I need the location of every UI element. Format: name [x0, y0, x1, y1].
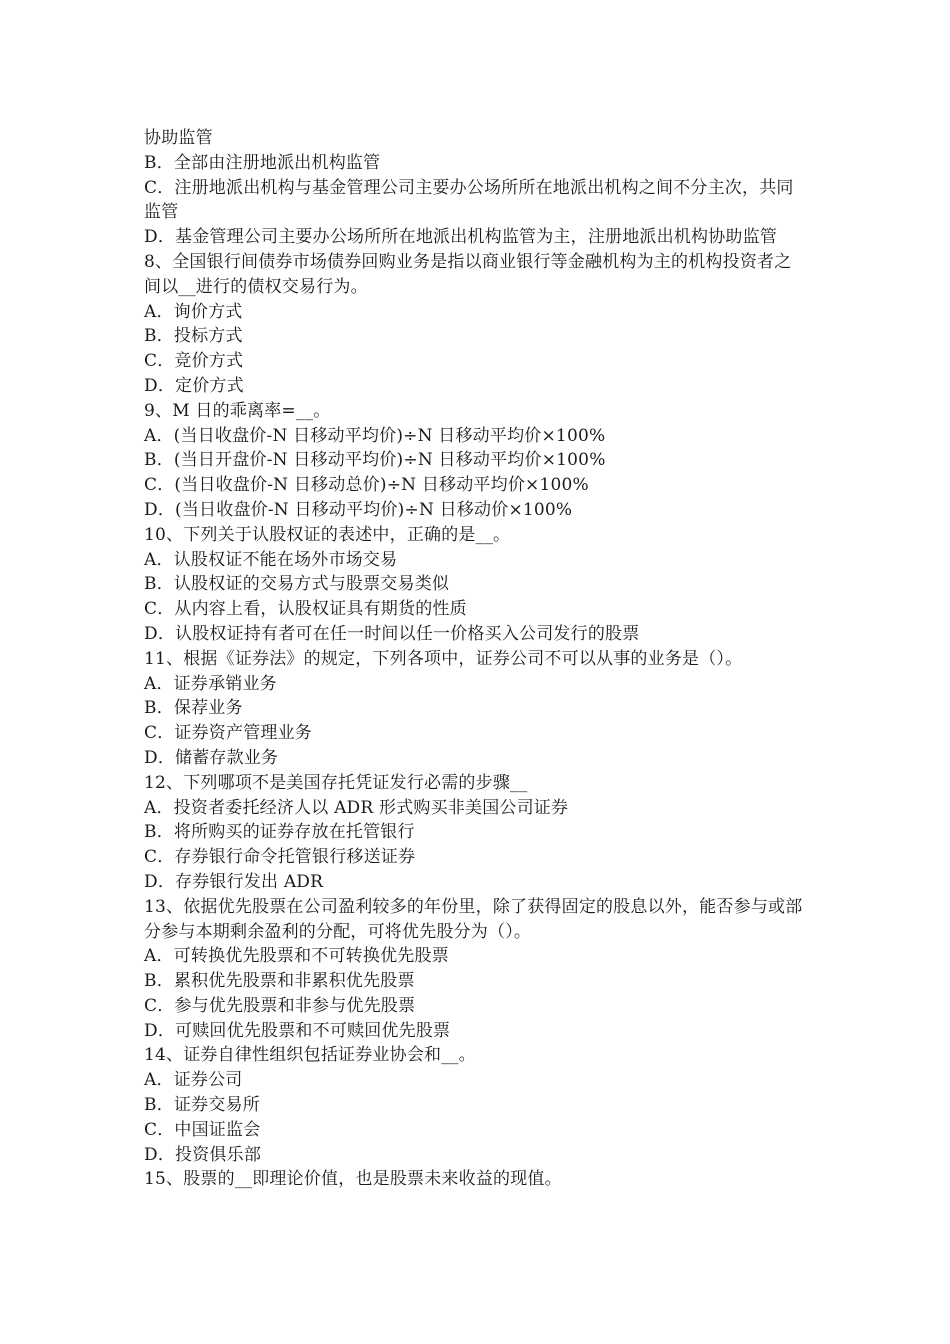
option-b: B．将所购买的证券存放在托管银行 [144, 822, 415, 843]
option-b: B．认股权证的交易方式与股票交易类似 [144, 574, 450, 595]
text-line: C．注册地派出机构与基金管理公司主要办公场所所在地派出机构之间不分主次，共同监管 [144, 177, 794, 223]
option-a: A．询价方式 [144, 301, 243, 322]
option-d: D．投资俱乐部 [144, 1144, 262, 1165]
option-c: C．证券资产管理业务 [144, 723, 313, 744]
option-a: A．可转换优先股票和不可转换优先股票 [144, 946, 449, 967]
option-b: B．证券交易所 [144, 1095, 260, 1116]
text-line: 协助监管 [144, 128, 213, 148]
option-a: A．认股权证不能在场外市场交易 [144, 549, 398, 570]
option-a: A．投资者委托经济人以 ADR 形式购买非美国公司证券 [144, 797, 569, 818]
question-9: 9、M 日的乖离率=__。 [144, 400, 331, 421]
text-line: D．基金管理公司主要办公场所所在地派出机构监管为主，注册地派出机构协助监管 [144, 227, 778, 248]
option-d: D．可赎回优先股票和不可赎回优先股票 [144, 1020, 451, 1041]
question-8: 8、全国银行间债券市场债券回购业务是指以商业银行等金融机构为主的机构投资者之间以__进行的债权交易行为。 [144, 251, 792, 297]
option-d: D．(当日收盘价-N 日移动平均价)÷N 日移动价×100% [144, 499, 573, 520]
option-b: B．(当日开盘价-N 日移动平均价)÷N 日移动平均价×100% [144, 450, 606, 471]
question-12: 12、下列哪项不是美国存托凭证发行必需的步骤__ [144, 772, 528, 793]
option-c: C．竞价方式 [144, 351, 244, 372]
option-b: B．保荐业务 [144, 698, 243, 719]
option-b: B．累积优先股票和非累积优先股票 [144, 971, 415, 992]
option-a: A．证券公司 [144, 1070, 243, 1091]
option-c: C．从内容上看，认股权证具有期货的性质 [144, 599, 467, 620]
question-10: 10、下列关于认股权证的表述中，正确的是__。 [144, 524, 511, 545]
question-14: 14、证券自律性组织包括证券业协会和__。 [144, 1045, 476, 1066]
option-c: C．存券银行命令托管银行移送证券 [144, 847, 416, 868]
option-d: D．认股权证持有者可在任一时间以任一价格买入公司发行的股票 [144, 623, 640, 644]
question-13: 13、依据优先股票在公司盈利较多的年份里，除了获得固定的股息以外，能否参与或部分参与本期剩余盈利的分配，可将优先股分为（）。 [144, 896, 803, 942]
option-d: D．存券银行发出 ADR [144, 871, 324, 892]
option-d: D．定价方式 [144, 375, 244, 396]
question-15: 15、股票的__即理论价值，也是股票未来收益的现值。 [144, 1169, 562, 1190]
option-c: C．中国证监会 [144, 1119, 261, 1140]
option-c: C．参与优先股票和非参与优先股票 [144, 995, 416, 1016]
document-body [144, 126, 808, 1192]
option-b: B．投标方式 [144, 326, 243, 347]
text-line: B．全部由注册地派出机构监管 [144, 152, 381, 173]
option-a: A．(当日收盘价-N 日移动平均价)÷N 日移动平均价×100% [144, 425, 606, 446]
option-c: C．(当日收盘价-N 日移动总价)÷N 日移动平均价×100% [144, 475, 589, 496]
option-d: D．储蓄存款业务 [144, 747, 279, 768]
question-11: 11、根据《证券法》的规定，下列各项中，证券公司不可以从事的业务是（）。 [144, 648, 743, 669]
option-a: A．证券承销业务 [144, 673, 277, 694]
